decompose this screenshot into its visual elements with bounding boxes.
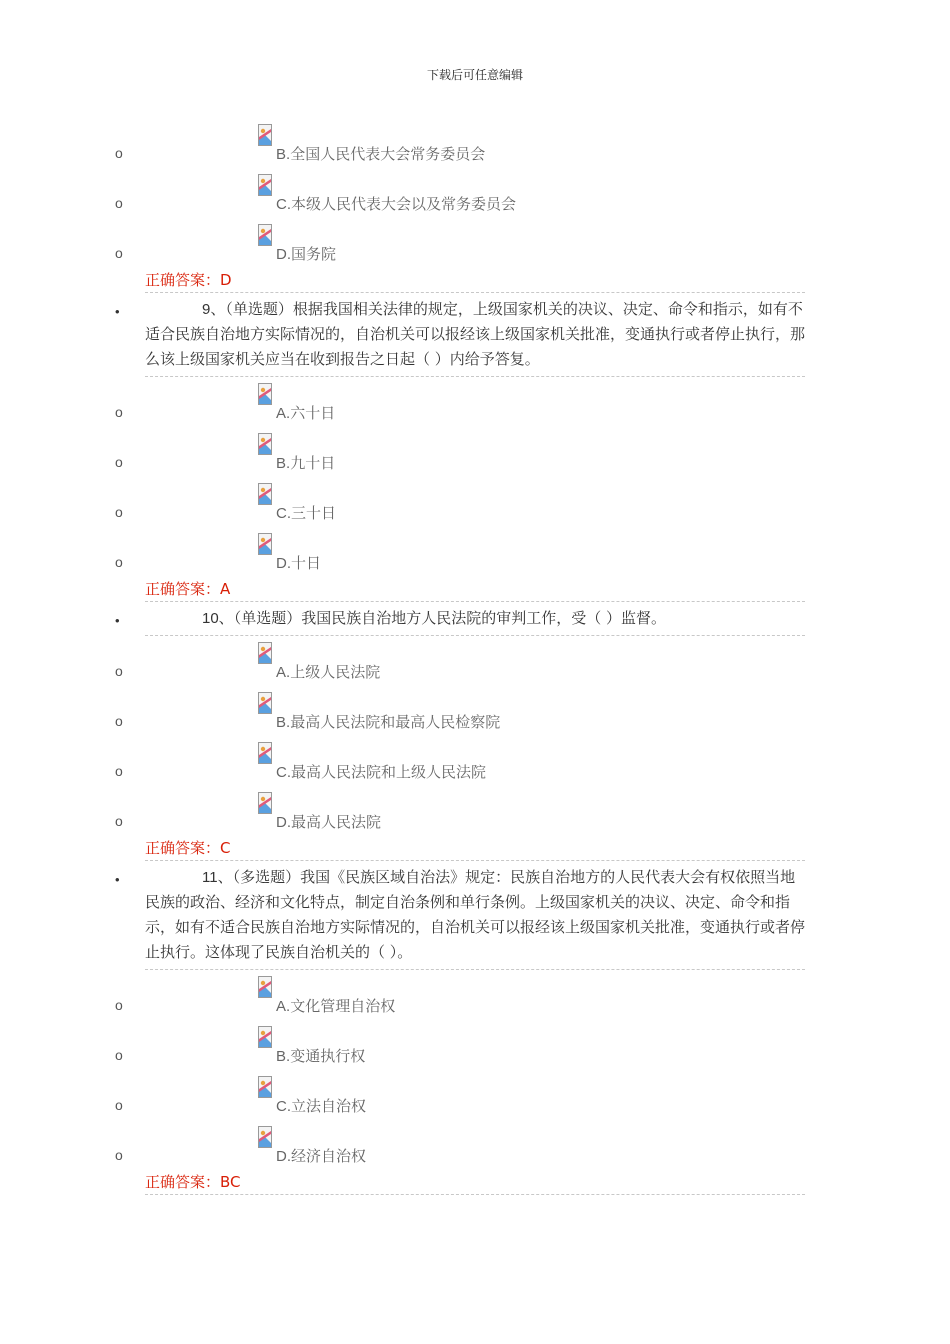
option-item[interactable] — [0, 477, 950, 527]
broken-image-icon — [258, 174, 272, 196]
question-text: • 10、（单选题）我国民族自治地方人民法院的审判工作，受（ ）监督。 — [145, 602, 805, 636]
option-item[interactable] — [0, 427, 950, 477]
question-group — [0, 602, 950, 861]
correct-answer: 正确答案：BC — [145, 1170, 805, 1195]
option-text: C.三十日 — [276, 504, 337, 522]
option-text: B.最高人民法院和最高人民检察院 — [276, 713, 501, 731]
option-marker: o — [115, 1097, 123, 1113]
question-group — [0, 293, 950, 602]
broken-image-icon — [258, 1126, 272, 1148]
broken-image-icon — [258, 792, 272, 814]
option-text: B.变通执行权 — [276, 1047, 366, 1065]
option-marker: o — [115, 454, 123, 470]
option-item[interactable] — [0, 636, 950, 686]
broken-image-icon — [258, 533, 272, 555]
broken-image-icon — [258, 124, 272, 146]
option-marker: o — [115, 997, 123, 1013]
question-group — [0, 861, 950, 1195]
correct-answer: 正确答案：C — [145, 836, 805, 861]
option-marker: o — [115, 1147, 123, 1163]
option-item[interactable] — [0, 218, 950, 268]
option-item[interactable] — [0, 686, 950, 736]
option-item[interactable] — [0, 1020, 950, 1070]
broken-image-icon — [258, 224, 272, 246]
question-list — [0, 118, 950, 1195]
option-marker: o — [115, 195, 123, 211]
option-marker: o — [115, 813, 123, 829]
broken-image-icon — [258, 642, 272, 664]
option-marker: o — [115, 245, 123, 261]
option-text: A.上级人民法院 — [276, 663, 381, 681]
option-item[interactable] — [0, 377, 950, 427]
option-marker: o — [115, 554, 123, 570]
broken-image-icon — [258, 692, 272, 714]
option-text: C.立法自治权 — [276, 1097, 367, 1115]
option-text: D.十日 — [276, 554, 322, 572]
option-marker: o — [115, 713, 123, 729]
broken-image-icon — [258, 1026, 272, 1048]
broken-image-icon — [258, 433, 272, 455]
question-text: • 11、（多选题）我国《民族区域自治法》规定：民族自治地方的人民代表大会有权依照当地民族的政治、经济和文化特点，制定自治条例和单行条例。上级国家机关的决议、决定、命令和指示，如有不适合民族自治地方实际情况的，自治机关可以报经该上级国家机关批准，变通执行或者停止执行。这体现了民族自治机关的（ ）。 — [145, 861, 805, 970]
page-header: 下载后可任意编辑 — [426, 68, 523, 82]
option-text: D.国务院 — [276, 245, 337, 263]
option-text: A.六十日 — [276, 404, 336, 422]
option-marker: o — [115, 404, 123, 420]
option-marker: o — [115, 763, 123, 779]
option-marker: o — [115, 145, 123, 161]
option-item[interactable] — [0, 118, 950, 168]
option-item[interactable] — [0, 970, 950, 1020]
question-bullet: • — [115, 613, 120, 628]
option-item[interactable] — [0, 786, 950, 836]
broken-image-icon — [258, 976, 272, 998]
option-item[interactable] — [0, 736, 950, 786]
question-group — [0, 118, 950, 293]
option-text: A.文化管理自治权 — [276, 997, 396, 1015]
option-item[interactable] — [0, 1120, 950, 1170]
broken-image-icon — [258, 1076, 272, 1098]
option-item[interactable] — [0, 1070, 950, 1120]
option-marker: o — [115, 1047, 123, 1063]
option-marker: o — [115, 663, 123, 679]
option-text: B.全国人民代表大会常务委员会 — [276, 145, 486, 163]
option-marker: o — [115, 504, 123, 520]
correct-answer: 正确答案：A — [145, 577, 805, 602]
option-text: B.九十日 — [276, 454, 336, 472]
question-bullet: • — [115, 304, 120, 319]
broken-image-icon — [258, 742, 272, 764]
option-text: D.经济自治权 — [276, 1147, 367, 1165]
option-text: C.本级人民代表大会以及常务委员会 — [276, 195, 517, 213]
correct-answer: 正确答案：D — [145, 268, 805, 293]
option-text: D.最高人民法院 — [276, 813, 382, 831]
option-text: C.最高人民法院和上级人民法院 — [276, 763, 487, 781]
option-item[interactable] — [0, 168, 950, 218]
broken-image-icon — [258, 383, 272, 405]
broken-image-icon — [258, 483, 272, 505]
question-bullet: • — [115, 872, 120, 887]
option-item[interactable] — [0, 527, 950, 577]
question-text: • 9、（单选题）根据我国相关法律的规定，上级国家机关的决议、决定、命令和指示，如有不适合民族自治地方实际情况的，自治机关可以报经该上级国家机关批准，变通执行或者停止执行，那么该上级国家机关应当在收到报告之日起（ ）内给予答复。 — [145, 293, 805, 377]
